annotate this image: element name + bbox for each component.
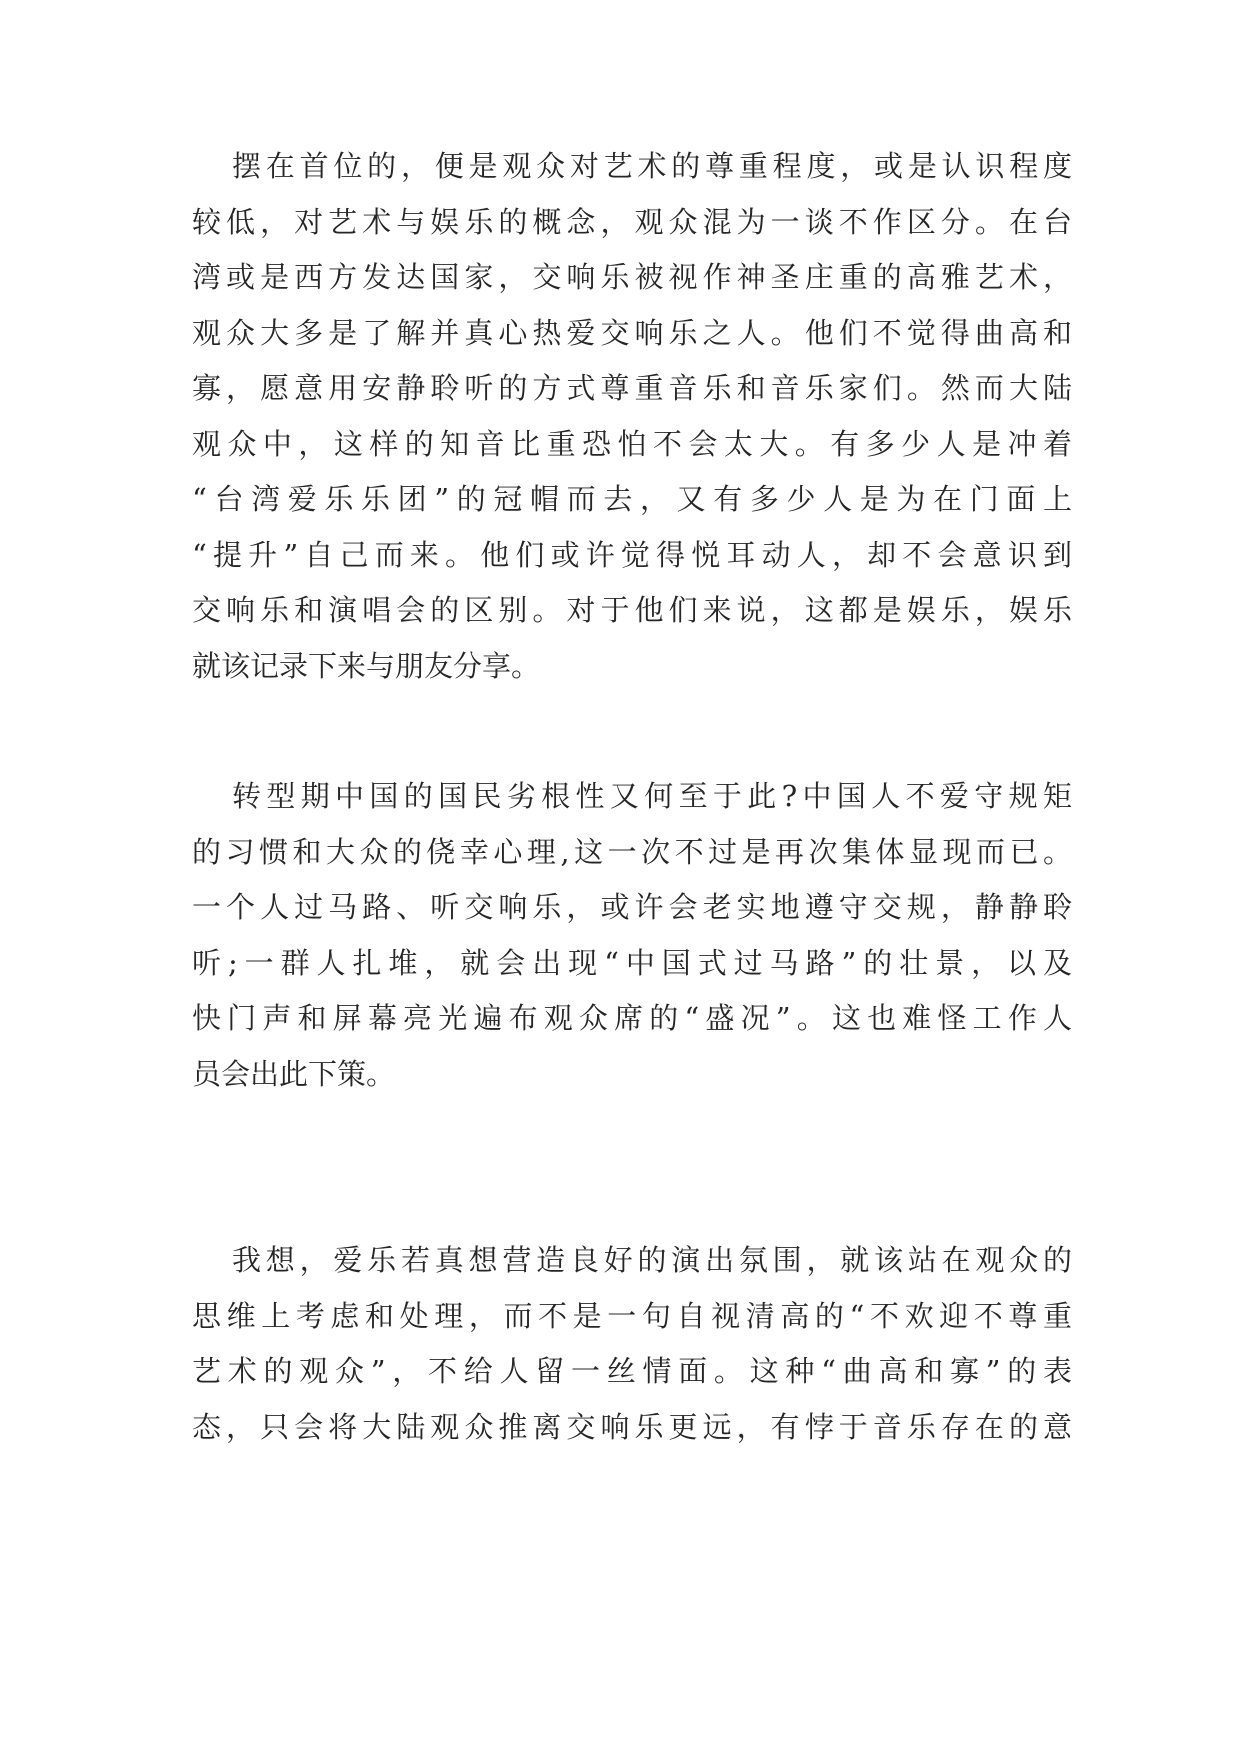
- paragraph-line: 交响乐和演唱会的区别。对于他们来说，这都是娱乐，娱乐: [192, 593, 1072, 627]
- paragraph-line: 就该记录下来与朋友分享。: [192, 649, 541, 683]
- paragraph-line: “提升”自己而来。他们或许觉得悦耳动人，却不会意识到: [192, 538, 1072, 572]
- paragraph-line: 态，只会将大陆观众推离交响乐更远，有悖于音乐存在的意: [192, 1410, 1072, 1444]
- paragraph-line: 转型期中国的国民劣根性又何至于此?中国人不爱守规矩: [232, 779, 1072, 813]
- paragraph-line: 思维上考虑和处理，而不是一句自视清高的“不欢迎不尊重: [192, 1299, 1072, 1333]
- paragraph-line: 观众大多是了解并真心热爱交响乐之人。他们不觉得曲高和: [192, 316, 1072, 350]
- paragraph-line: 较低，对艺术与娱乐的概念，观众混为一谈不作区分。在台: [192, 205, 1072, 239]
- paragraph-line: 观众中，这样的知音比重恐怕不会太大。有多少人是冲着: [192, 427, 1072, 461]
- paragraph-line: “台湾爱乐乐团”的冠帽而去，又有多少人是为在门面上: [192, 482, 1072, 516]
- paragraph-line: 听;一群人扎堆，就会出现“中国式过马路”的壮景，以及: [192, 946, 1072, 980]
- paragraph-line: 一个人过马路、听交响乐，或许会老实地遵守交规，静静聆: [192, 890, 1072, 924]
- paragraph-line: 摆在首位的，便是观众对艺术的尊重程度，或是认识程度: [232, 149, 1072, 183]
- paragraph-line: 的习惯和大众的侥幸心理,这一次不过是再次集体显现而已。: [192, 835, 1072, 869]
- paragraph-line: 寡，愿意用安静聆听的方式尊重音乐和音乐家们。然而大陆: [192, 371, 1072, 405]
- paragraph-line: 快门声和屏幕亮光遍布观众席的“盛况”。这也难怪工作人: [192, 1001, 1072, 1035]
- paragraph-line: 艺术的观众”，不给人留一丝情面。这种“曲高和寡”的表: [192, 1354, 1072, 1388]
- paragraph-line: 湾或是西方发达国家，交响乐被视作神圣庄重的高雅艺术，: [192, 260, 1072, 294]
- paragraph-line: 员会出此下策。: [192, 1057, 396, 1091]
- paragraph-line: 我想，爱乐若真想营造良好的演出氛围，就该站在观众的: [232, 1243, 1072, 1277]
